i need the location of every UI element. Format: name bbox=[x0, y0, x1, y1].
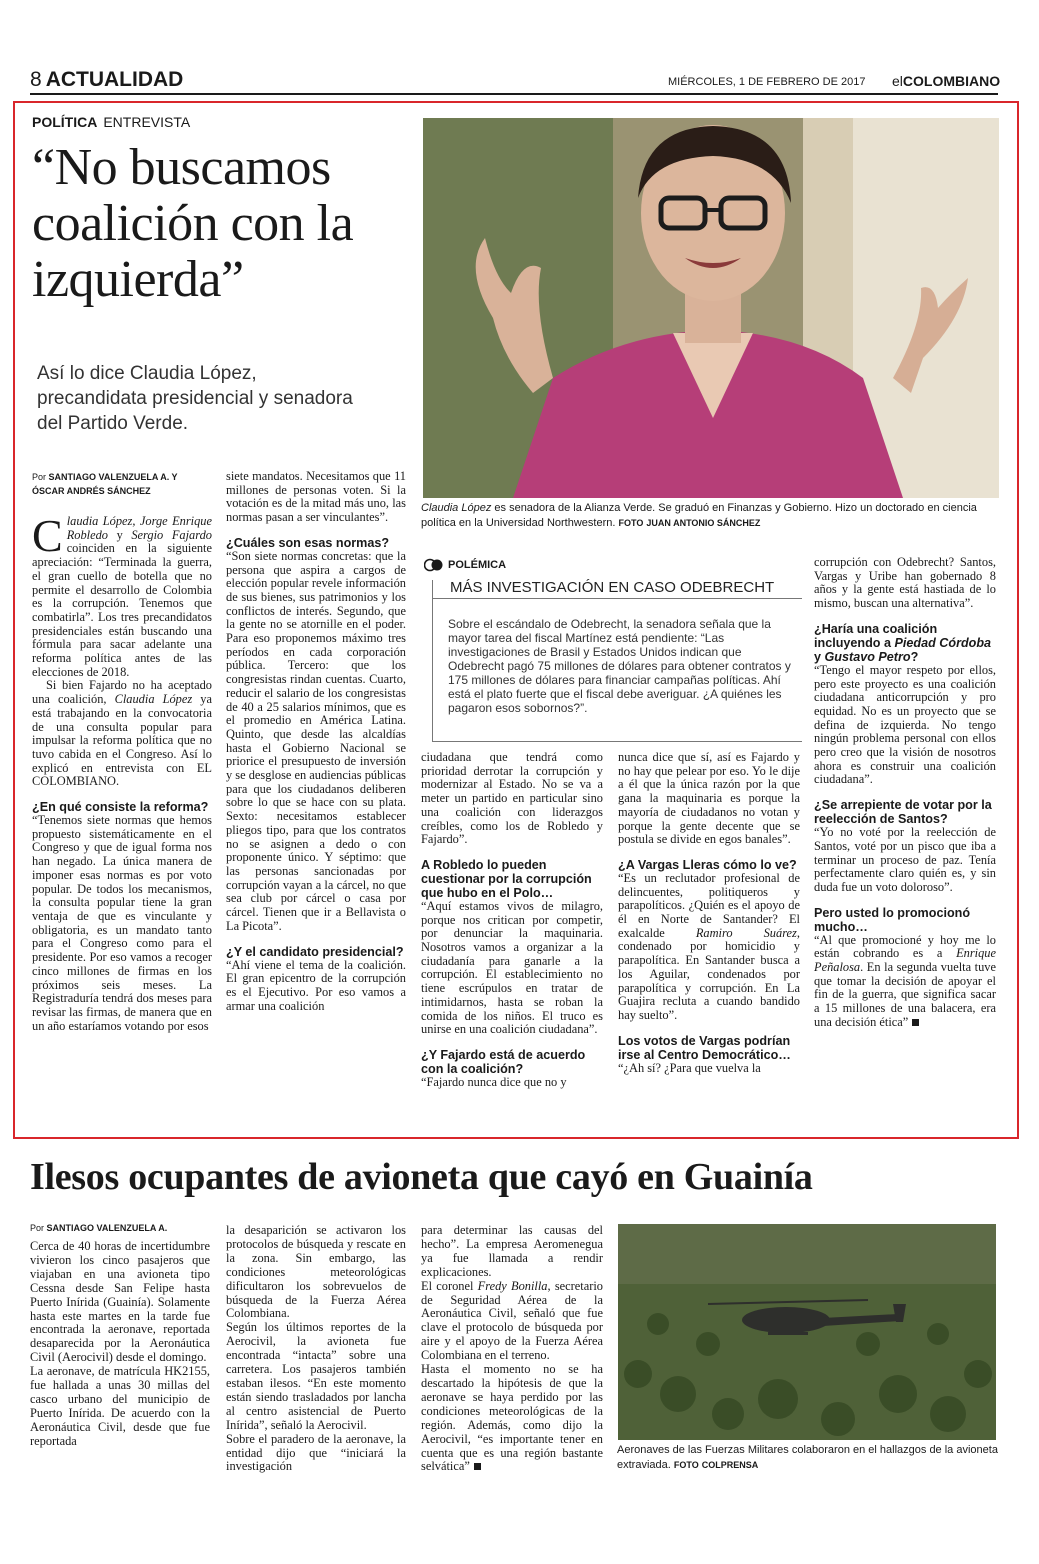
paragraph: Según los últimos reportes de la Aerocivil, la avioneta fue encontrada “intacta” sobre una carretera. Los pasajeros también estaban ilesos. “En este momento están siendo trasladados por lancha al centro asistencial de Puerto Inírida”, señaló la Aerocivil. bbox=[226, 1320, 406, 1432]
paragraph-text: Si bien Fajardo no ha aceptado una coalición, bbox=[32, 678, 212, 707]
interview-question: Pero usted lo promocionó mucho… bbox=[814, 905, 971, 934]
portrait-illustration bbox=[423, 118, 999, 498]
dropcap: C bbox=[32, 510, 63, 561]
answer-text: . En la segunda vuelta tuve que tomar la decisión de apoyar el fin de la guerra, que significa sacar a 15 millones de una balacera, era una decisión ética” bbox=[814, 960, 996, 1029]
interview-answer: “Tengo el mayor respeto por ellos, pero este proyecto es una coalición ciudadana anticorrupción y pro equidad. No es un proyecto que se defina de izquierda. No tengo ningún problema personal con ellos pero creo que la visión de nosotros ahora es construir una coalición ciudadana”. bbox=[814, 662, 996, 787]
paragraph: ciudadana que tendrá como prioridad derrotar la corrupción y modernizar al Estado. No se va a meter un partido en particular sino una coalición con liderazgos creíbles, como los de Robledo y Fajardo”. bbox=[421, 750, 603, 847]
interview-question: ¿Y Fajardo está de acuerdo con la coalición? bbox=[421, 1047, 586, 1076]
photo-credit: COLPRENSA bbox=[701, 1460, 759, 1470]
article-column-3 bbox=[421, 751, 603, 1090]
article-headline: “No buscamos coalición con la izquierda” bbox=[32, 139, 354, 308]
interview-question: ¿Cuáles son esas normas? bbox=[226, 535, 390, 550]
lead-paragraph bbox=[32, 510, 212, 679]
paragraph: la desaparición se activaron los protocolos de búsqueda y rescate en la zona. Sin embargo, las condiciones meteorológicas dificultaron los sobrevuelos de búsqueda de la Fuerza Aérea Colombiana. bbox=[226, 1223, 406, 1321]
credit-label: FOTO bbox=[673, 1460, 699, 1470]
answer-text: “Es un reclutador profesional de delincuentes, politiqueros y parapolíticos. ¿Quién es el apoyo de él en Norte de Santander? El exalcalde bbox=[618, 870, 800, 940]
photo-credit: JUAN ANTONIO SÁNCHEZ bbox=[646, 518, 761, 528]
lead-names-2: Sergio Fajardo bbox=[131, 527, 212, 542]
interview-question bbox=[814, 622, 996, 664]
paragraph: nunca dice que sí, así es Fajardo y no hay que pelear por eso. Yo le dije a él que la única razón por la que gana la maquinaria es porque la mayoría de ciudadanos no votan y porque la gente decente que se postula se divide en egos banales”. bbox=[618, 750, 800, 847]
caption-text: es senadora de la Alianza Verde. Se graduó en Finanzas y Gobierno. Hizo un doctorado en ciencia política en la Universidad Northwestern. bbox=[421, 502, 977, 529]
interview-answer: “Son siete normas concretas: que la persona que aspira a cargos de elección popular revele información de sus bienes, sus patrimonios y los conflictos de interés. Segundo, que la gente no se atornille en el poder. Para eso proponemos máximo tres períodos en cada corporación pública. Tercero: que los congresistas rindan cuentas. Cuarto, reducir el salario de los congresistas de 40 a 25 salarios mínimos, que es el promedio en América Latina. Quinto, que desde las alcaldías hasta el Gobierno Nacional se priorice el presupuesto de inversión y se desglose en audiencias públicas para que los ciudadanos deliberen sobre lo que se hace con su plata. Sexto: necesitamos establecer pliegos tipo, para que los contratos no se asignen a dedo o con proponente único. Y séptimo: que las personas sancionadas por corrupción vayan a la cárcel, no que sea club por cárcel o casa por cárcel. Tienen que ir a Bellavista o La Picota”. bbox=[226, 548, 406, 933]
paragraph-text: Hasta el momento no se ha descartado la hipótesis de que la aeronave se haya perdido por las condiciones meteorológicas de la región. Además, como dijo la Aerocivil, “es importante tener en cuenta que es una región bastante selvática” bbox=[421, 1362, 603, 1474]
portrait-photo bbox=[423, 118, 999, 498]
box-text: Sobre el escándalo de Odebrecht, la senadora señala que la mayor tarea del fiscal Martínez está pendiente: “Las investigaciones de Brasil y Estados Unidos indican que Odebrecht pagó 75 millones de dólares para obtener contratos y 175 millones de dólares para financiar campañas políticas. Ahí está el plato fuerte que el fiscal debe averiguar. ¿A quiénes les pagaron esos sobornos?”. bbox=[448, 617, 791, 715]
paragraph bbox=[421, 1363, 603, 1474]
interview-question: Los votos de Vargas podrían irse al Centro Democrático… bbox=[618, 1033, 791, 1062]
paragraph-text: El coronel bbox=[421, 1278, 478, 1293]
newspaper-brand bbox=[892, 73, 1000, 89]
interview-answer: “Yo no voté por la reelección de Santos, voté por un pisco que iba a terminar un proceso de paz. Tenía perfectamente claro quién es, y sin duda fue un voto doloroso”. bbox=[814, 825, 996, 894]
brand-name: COLOMBIANO bbox=[902, 73, 1001, 89]
speech-bubbles-icon bbox=[424, 557, 443, 574]
brand-prefix: el bbox=[892, 73, 903, 89]
article2-byline bbox=[30, 1221, 167, 1235]
paragraph bbox=[421, 1280, 603, 1363]
box-label: POLÉMICA bbox=[448, 559, 507, 571]
article-column-1 bbox=[32, 510, 212, 1033]
box-divider bbox=[432, 741, 802, 742]
helicopter-photo bbox=[618, 1224, 996, 1440]
interview-question: ¿Se arrepiente de votar por la reelección de Santos? bbox=[814, 798, 992, 827]
jungle-helicopter-illustration bbox=[618, 1224, 996, 1440]
kicker-type: ENTREVISTA bbox=[103, 114, 191, 130]
portrait-caption bbox=[421, 501, 999, 531]
article2-column-1 bbox=[30, 1240, 210, 1449]
page-number: 8 bbox=[30, 68, 42, 91]
article2-column-2 bbox=[226, 1224, 406, 1474]
paragraph-text: ya está trabajando en la convocatoria de una consulta popular para impulsar la reforma política que no tuvo cabida en el Congreso. Así lo explicó en entrevista con EL COLOMBIANO. bbox=[32, 692, 212, 789]
byline-prefix: Por bbox=[32, 472, 47, 482]
caption-text: Aeronaves de las Fuerzas Militares colaboraron en el hallazgos de la avioneta extraviada. bbox=[617, 1444, 998, 1471]
box-divider bbox=[432, 580, 433, 741]
byline-names: SANTIAGO VALENZUELA A. bbox=[46, 1223, 168, 1233]
helicopter-caption bbox=[617, 1443, 999, 1473]
interview-answer bbox=[618, 872, 800, 1023]
paragraph-italic: Fredy Bonilla bbox=[477, 1278, 548, 1293]
lead-names: laudia López, Jorge Enrique Robledo bbox=[66, 514, 212, 542]
article-column-4 bbox=[618, 751, 800, 1075]
paragraph: corrupción con Odebrecht? Santos, Vargas y Uribe han gobernado 8 años y la gente está hastiada de lo mismo, buscan una alternativa”. bbox=[814, 555, 996, 611]
question-italic: Piedad Córdoba bbox=[894, 635, 992, 650]
interview-question: ¿Y el candidato presidencial? bbox=[226, 944, 404, 959]
article-column-5 bbox=[814, 556, 996, 1030]
byline bbox=[32, 470, 212, 498]
interview-answer bbox=[814, 934, 996, 1030]
paragraph-italic: Claudia López bbox=[114, 692, 193, 707]
kicker-section: POLÍTICA bbox=[32, 114, 98, 130]
section-name: ACTUALIDAD bbox=[45, 68, 184, 91]
interview-answer: “¿Ah sí? ¿Para que vuelva la bbox=[618, 1060, 761, 1075]
page-header-section bbox=[30, 68, 183, 92]
article-deck: Así lo dice Claudia López, precandidata presidencial y senadora del Partido Verde. bbox=[37, 363, 353, 434]
end-mark bbox=[912, 1019, 919, 1026]
caption-subject: Claudia López bbox=[421, 502, 492, 514]
interview-question: A Robledo lo pueden cuestionar por la corrupción que hubo en el Polo… bbox=[421, 857, 592, 900]
lead-connector: y bbox=[107, 527, 132, 542]
article2-column-3 bbox=[421, 1224, 603, 1474]
interview-question: ¿En qué consiste la reforma? bbox=[32, 800, 209, 815]
byline-prefix: Por bbox=[30, 1223, 45, 1233]
paragraph bbox=[32, 679, 212, 789]
article2-headline: Ilesos ocupantes de avioneta que cayó en Guainía bbox=[30, 1156, 813, 1198]
answer-text: , condenado por homicidio y parapolítica. En Santander busca a los Aguilar, condenados por parapolítica y corrupción. En La Guajira recluta a cuando bandido hay suelto”. bbox=[618, 925, 800, 1022]
interview-question: ¿A Vargas Lleras cómo lo ve? bbox=[618, 857, 797, 872]
answer-text: “Al que promocioné y hoy me lo están cobrando es a bbox=[814, 932, 996, 961]
paragraph: siete mandatos. Necesitamos que 11 millones de personas voten. Si la votación es de la mitad más uno, las normas pasan a ser vinculantes”. bbox=[226, 469, 406, 525]
header-rule bbox=[30, 93, 998, 95]
question-italic: Gustavo Petro bbox=[824, 649, 911, 664]
box-title: MÁS INVESTIGACIÓN EN CASO ODEBRECHT bbox=[450, 579, 775, 596]
paragraph: Cerca de 40 horas de incertidumbre vivieron los cinco pasajeros que viajaban en una avioneta tipo Cessna desde San Felipe hasta Puerto Inírida (Guainía). Solamente hasta este martes en la tarde fue encontrada la aeronave, reportada desaparecida por la Aeronáutica Civil (Aerocivil) desde el domingo. bbox=[30, 1239, 210, 1365]
paragraph: La aeronave, de matrícula HK2155, fue hallada a unas 30 millas del casco urbano del municipio de Puerto Inírida. De acuerdo con la Aeronáutica Civil, desde que fue reportada bbox=[30, 1364, 210, 1448]
paragraph: para determinar las causas del hecho”. La empresa Aeromenegua ya fue llamada a rendir explicaciones. bbox=[421, 1223, 603, 1279]
paragraph: Sobre el paradero de la aeronave, la entidad dijo que “iniciará la investigación bbox=[226, 1431, 406, 1474]
interview-answer: “Ahí viene el tema de la coalición. El gran epicentro de la corrupción es el Ejecutivo. Por eso vamos a armar una coalición bbox=[226, 957, 406, 1013]
box-divider bbox=[432, 598, 802, 599]
interview-answer: “Aquí estamos vivos de milagro, porque nos critican por competir, por denunciar la maquinaria. Nosotros vamos a organizar a la ciudadanía para ganarle a la corrupción. El establecimiento no tiene escrúpulos en tratar de intimidarnos, hasta se roban la comida de los niños. El truco es unirse en una coalición ciudadana”. bbox=[421, 898, 603, 1037]
question-text: ? bbox=[910, 649, 919, 664]
article-column-2 bbox=[226, 470, 406, 1013]
question-text: y bbox=[814, 649, 825, 664]
lead-text: coinciden en la siguiente apreciación: “Terminada la guerra, el gran cuello de botella que no permite el desarrollo de Colombia es la corrupción. Tenemos que combatirla”. Los tres precandidatos presidenciales están buscando una fórmula para sacar adelante una reforma política antes de las elecciones de 2018. bbox=[32, 541, 212, 679]
interview-answer: “Tenemos siete normas que hemos propuesto sistemáticamente en el Congreso y que de igual forma nos han negado. La única manera de imponer esas normas es por voto popular. De todos los mecanismos, la consulta popular tiene la gran ventaja de que es vinculante y obligatoria, es un mandato tanto para el Congreso como para el presidente. Por eso vamos a recoger cinco millones de firmas en los próximos seis meses. La Registraduría tendrá dos meses para revisar las firmas, de manera que en un año estaríamos votando por esos bbox=[32, 813, 212, 1033]
paragraph-text: , secretario de Seguridad Aérea de la Aeronáutica Civil, señaló que fue clave el protocolo de búsqueda por aire y el apoyo de la Fuerza Aérea Colombiana en el terreno. bbox=[421, 1278, 603, 1363]
answer-italic: Enrique Peñalosa bbox=[814, 946, 996, 975]
answer-italic: Ramiro Suárez bbox=[695, 925, 797, 940]
interview-answer: “Fajardo nunca dice que no y bbox=[421, 1074, 567, 1089]
end-mark bbox=[474, 1463, 481, 1470]
question-text: ¿Haría una coalición incluyendo a bbox=[814, 621, 938, 650]
issue-date: MIÉRCOLES, 1 DE FEBRERO DE 2017 bbox=[668, 76, 866, 88]
byline-names: SANTIAGO VALENZUELA A. Y ÓSCAR ANDRÉS SÁNCHEZ bbox=[32, 472, 178, 496]
article-kicker bbox=[32, 114, 190, 130]
credit-label: FOTO bbox=[618, 518, 644, 528]
